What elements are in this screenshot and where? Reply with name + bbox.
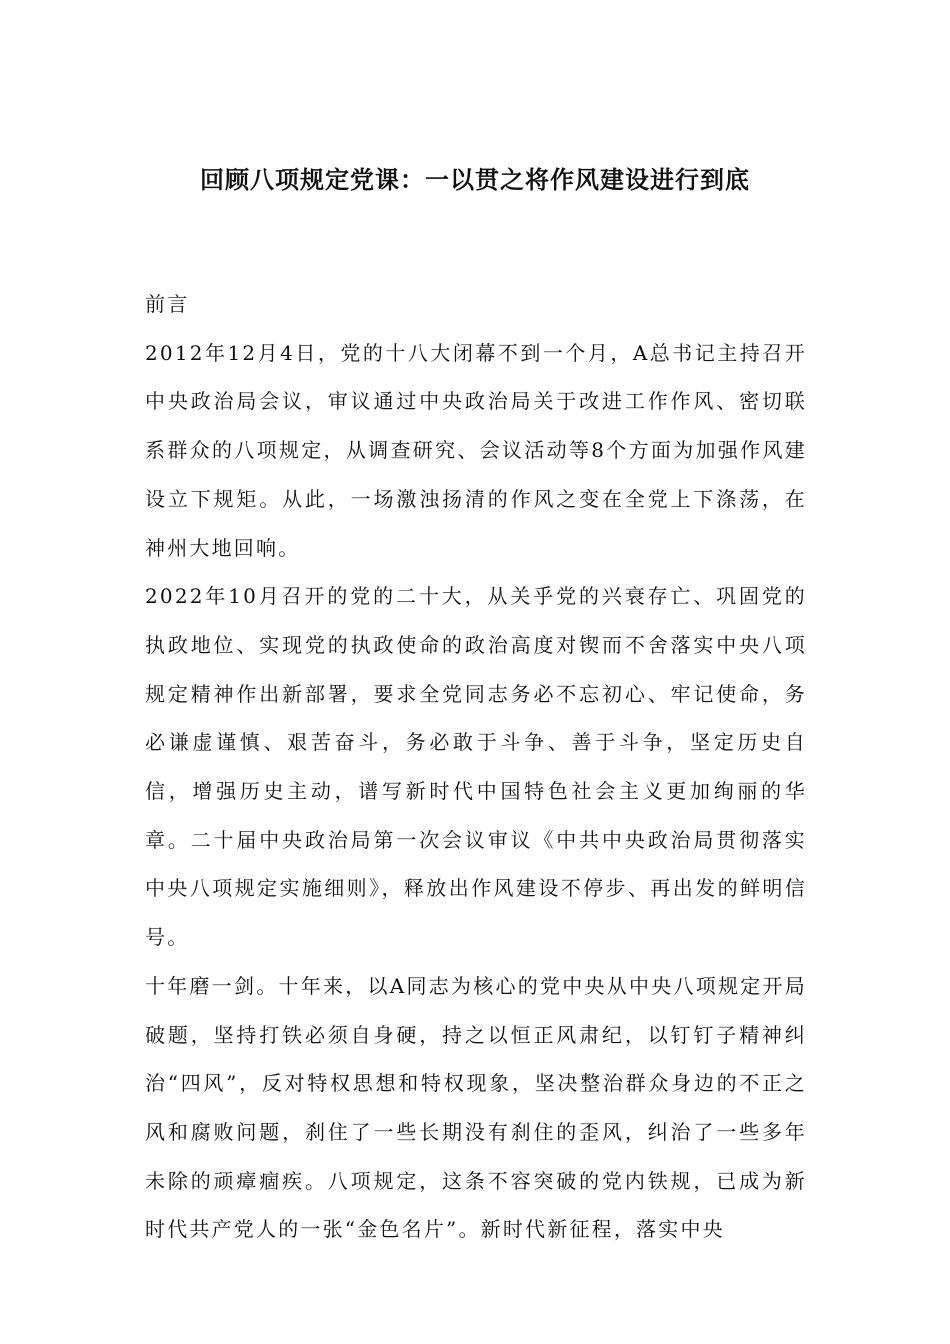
paragraph-1: 2012年12月4日，党的十八大闭幕不到一个月，A总书记主持召开中央政治局会议，审议通过中央政治局关于改进工作作风、密切联系群众的八项规定，从调查研究、会议活动等8个方面为加强作风建设立下规矩。从此，一场激浊扬清的作风之变在全党上下涤荡，在神州大地回响。 [145,340,807,560]
preface-heading: 前言 [145,292,190,316]
paragraph-2: 2022年10月召开的党的二十大，从关乎党的兴衰存亡、巩固党的执政地位、实现党的执政使命的政治高度对锲而不舍落实中央八项规定精神作出新部署，要求全党同志务必不忘初心、牢记使命，务必谦虚谨慎、艰苦奋斗，务必敢于斗争、善于斗争，坚定历史自信，增强历史主动，谱写新时代中国特色社会主义更加绚丽的华章。二十届中央政治局第一次会议审议《中共中央政治局贯彻落实中央八项规定实施细则》，释放出作风建设不停步、再出发的鲜明信号。 [145,584,807,950]
document-title: 回顾八项规定党课：一以贯之将作风建设进行到底 [200,166,750,194]
paragraph-3: 十年磨一剑。十年来，以A同志为核心的党中央从中央八项规定开局破题，坚持打铁必须自身硬，持之以恒正风肃纪，以钉钉子精神纠治“四风”，反对特权思想和特权现象，坚决整治群众身边的不正之风和腐败问题，刹住了一些长期没有刹住的歪风，纠治了一些多年未除的顽瘴痼疾。八项规定，这条不容突破的党内铁规，已成为新时代共产党人的一张“金色名片”。新时代新征程，落实中央 [145,973,807,1242]
document-body [145,280,807,1254]
